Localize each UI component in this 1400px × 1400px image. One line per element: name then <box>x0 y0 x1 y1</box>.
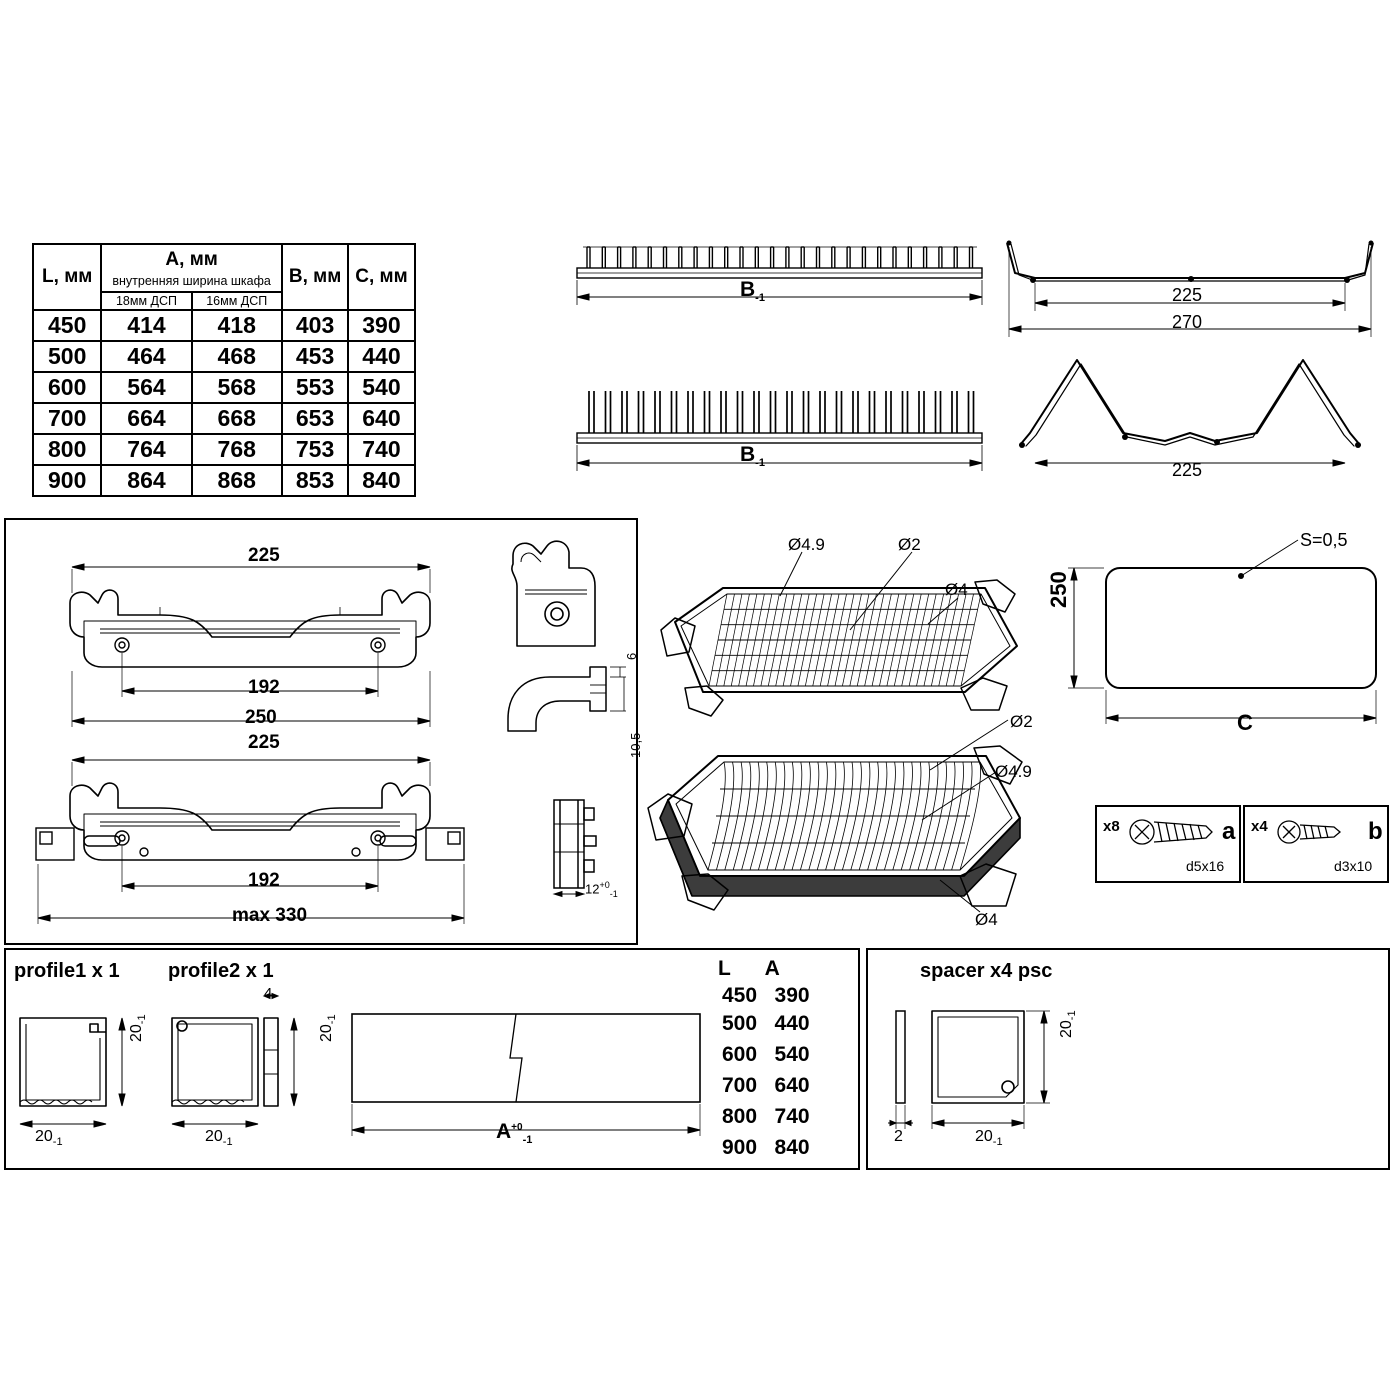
detail-dim-12: $12^{+0}_{-1}$ <box>585 880 618 899</box>
spacer-width-dim: $20_{-1}$ <box>975 1128 1003 1149</box>
profile2-height-dim: $20_{-1}$ <box>318 1014 339 1042</box>
profile1-title: profile1 x 1 <box>14 960 120 982</box>
dimension-b-top: $B_{-1}$ <box>740 278 765 305</box>
callout-d2-top: Ø2 <box>898 535 921 554</box>
tray-thickness-label: S=0,5 <box>1300 530 1348 550</box>
fastener-letter-b: b <box>1368 818 1383 845</box>
detail-dim-6: 6 <box>624 652 639 660</box>
profile-length-row: 700 640 <box>722 1074 810 1097</box>
table-row: 600 564 568 553 540 <box>33 372 415 403</box>
spacer-thickness-dim: 2 <box>894 1128 903 1145</box>
table-row: 800 764 768 753 740 <box>33 434 415 465</box>
rack-side-view-top <box>565 235 995 310</box>
table-header-a: A, мм внутренняя ширина шкафа <box>101 244 281 292</box>
wire-frame-lower-view <box>995 345 1385 475</box>
profile1-height-dim: $20_{-1}$ <box>128 1014 149 1042</box>
table-header-a-18: 18мм ДСП <box>101 292 191 310</box>
fastener-qty-b: x4 <box>1251 818 1268 835</box>
profile2-title: profile2 x 1 <box>168 960 274 982</box>
wire-dim-225-lower: 225 <box>1172 460 1203 480</box>
callout-leaders <box>640 520 1080 940</box>
profile-length-row: 600 540 <box>722 1043 810 1066</box>
bracket-dim-192-bottom: 192 <box>248 870 280 891</box>
profile1-width-dim: $20_{-1}$ <box>35 1128 63 1149</box>
tray-dim-c: C <box>1237 710 1253 735</box>
bracket-dim-max330: max 330 <box>232 905 308 926</box>
table-row: 900 864 868 853 840 <box>33 465 415 496</box>
spacer-title: spacer x4 psc <box>920 960 1053 982</box>
screw-icon-b <box>1276 812 1358 852</box>
screw-icon-a <box>1128 812 1220 852</box>
profile-length-table: L A <box>718 957 780 980</box>
callout-d4-top: Ø4 <box>945 580 968 599</box>
callout-d2-bottom: Ø2 <box>1010 712 1033 731</box>
fastener-letter-a: a <box>1222 818 1236 845</box>
callout-d4-bottom: Ø4 <box>975 910 998 929</box>
bracket-dim-225-top: 225 <box>248 545 280 566</box>
profile-length-row: 450 390 <box>722 984 810 1007</box>
table-row: 700 664 668 653 640 <box>33 403 415 434</box>
table-header-l: L, мм <box>33 244 101 310</box>
rack-side-view-bottom <box>565 385 995 475</box>
bracket-dim-250: 250 <box>245 707 277 728</box>
profile-length-row: 500 440 <box>722 1012 810 1035</box>
table-header-a-16: 16мм ДСП <box>192 292 282 310</box>
bracket-dim-192-top: 192 <box>248 677 280 698</box>
profile2-width-dim: $20_{-1}$ <box>205 1128 233 1149</box>
fastener-spec-a: d5x16 <box>1186 858 1225 874</box>
bar-dim-a: $A^{+0}_{-1}$ <box>496 1120 533 1147</box>
table-row: 450 414 418 403 390 <box>33 310 415 341</box>
tray-dim-250: 250 <box>1046 571 1071 608</box>
dimension-b-bottom: $B_{-1}$ <box>740 443 765 470</box>
size-table <box>32 243 416 497</box>
profile2-slot-dim: 4 <box>264 985 273 1002</box>
fastener-spec-b: d3x10 <box>1334 858 1373 874</box>
wire-dim-270: 270 <box>1172 312 1203 332</box>
table-row: 500 464 468 453 440 <box>33 341 415 372</box>
detail-dim-10-5: 10,5 <box>628 732 643 758</box>
profile-length-row: 900 840 <box>722 1136 810 1159</box>
bracket-section-detail <box>498 655 628 745</box>
spacer-height-dim: $20_{-1}$ <box>1058 1010 1079 1038</box>
table-header-b: B, мм <box>282 244 348 310</box>
bracket-dim-225-bottom: 225 <box>248 732 280 753</box>
profile2-section <box>166 1010 339 1155</box>
callout-d49-top: Ø4.9 <box>788 535 825 554</box>
bracket-end-detail <box>495 528 615 658</box>
table-header-c: C, мм <box>348 244 414 310</box>
fastener-qty-a: x8 <box>1103 818 1120 835</box>
callout-d49-bottom: Ø4.9 <box>995 762 1032 781</box>
bracket-bottom-view <box>28 740 508 930</box>
profile-length-row: 800 740 <box>722 1105 810 1128</box>
wire-dim-225-upper: 225 <box>1172 285 1203 305</box>
